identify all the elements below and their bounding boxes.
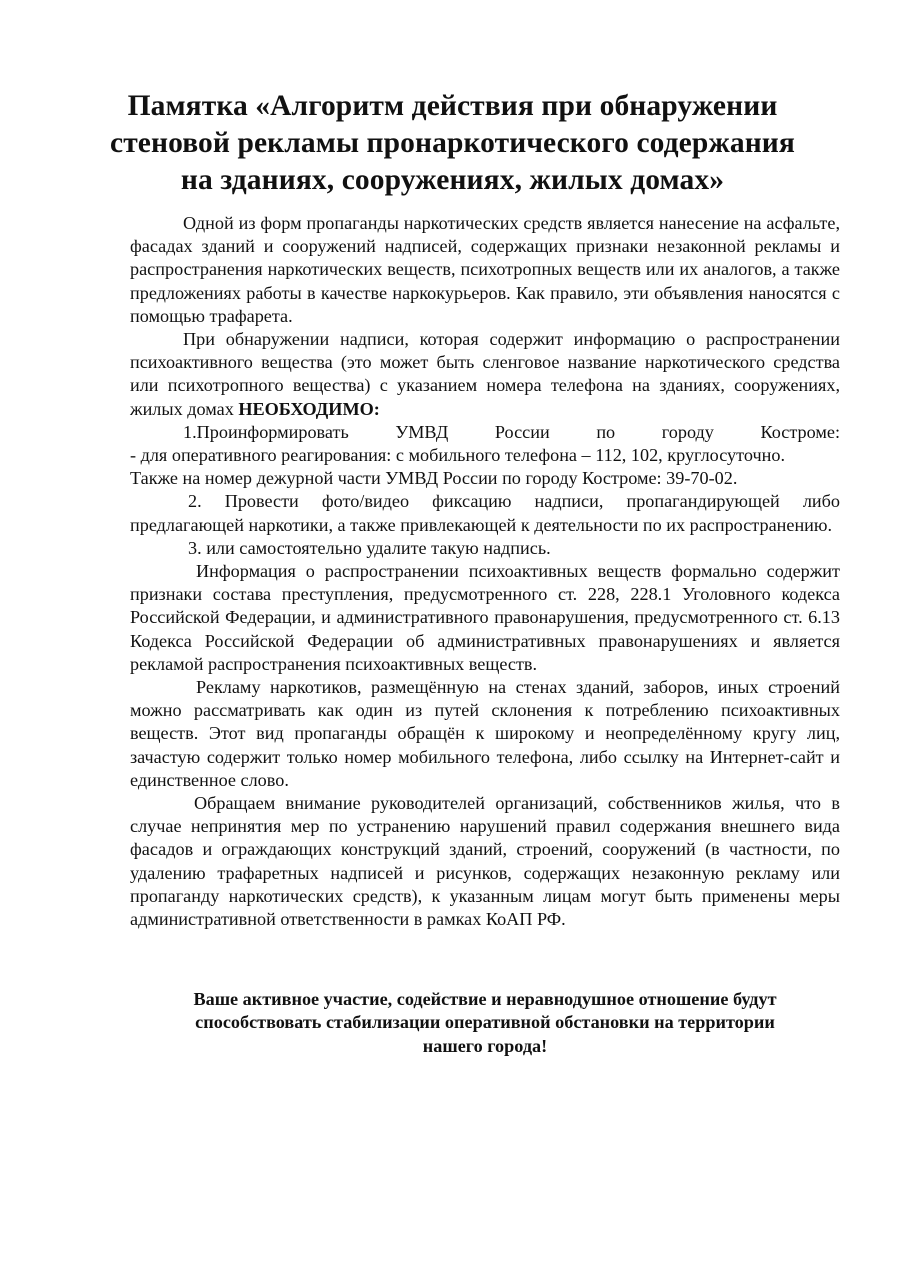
step-1-line-1: 1.Проинформировать УМВД России по городу Костроме:: [183, 421, 840, 442]
closing-line-3: нашего города!: [422, 1035, 548, 1056]
paragraph-administrative-liability: Обращаем внимание руководителей организаций, собственников жилья, что в случае непринятия мер по устранению нарушений правил содержания внешнего вида фасадов и ограждающих конструкций зданий, строений, сооружений (в частности, по удалению трафаретных надписей и рисунков, содержащих незаконную рекламу или пропаганду наркотических средств), к указанным лицам могут быть применены меры административной ответственности в рамках КоАП РФ.: [130, 793, 840, 930]
title-line-1: Памятка «Алгоритм действия при обнаружении: [127, 90, 778, 122]
closing-line-1: Ваше активное участие, содействие и неравнодушное отношение будут: [193, 989, 777, 1009]
paragraph-drug-advertising: Рекламу наркотиков, размещённую на стенах зданий, заборов, иных строений можно рассматривать как один из путей склонения к потреблению психоактивных веществ. Этот вид пропаганды обращён к широкому и неопределённому кругу лиц, зачастую содержит только номер мобильного телефона, либо ссылку на Интернет-сайт и единственное слово.: [130, 677, 840, 790]
paragraph-criminal-code: Информация о распространении психоактивных веществ формально содержит признаки состава преступления, предусмотренного ст. 228, 228.1 Уголовного кодекса Российской Федерации, и административного правонарушения, предусмотренного ст. 6.13 Кодекса Российской Федерации об административных правонарушениях и является рекламой распространения психоактивных веществ.: [130, 561, 840, 674]
step-2: 2. Провести фото/видео фиксацию надписи, пропагандирующей либо предлагающей наркотики, а также привлекающей к деятельности по их распространению.: [130, 491, 840, 535]
step-1-line-2: - для оперативного реагирования: с мобильного телефона – 112, 102, круглосуточно.: [130, 445, 785, 466]
closing-line-2: способствовать стабилизации оперативной обстановки на территории: [195, 1012, 775, 1033]
paragraph-instructions-text: При обнаружении надписи, которая содержит информацию о распространении психоактивного вещества (это может быть сленговое название наркотического средства или психотропного вещества) с указанием номера телефона на зданиях, сооружениях, жилых домах: [130, 329, 840, 419]
paragraph-intro: Одной из форм пропаганды наркотических средств является нанесение на асфальте, фасадах зданий и сооружений надписей, содержащих признаки незаконной рекламы и распространения наркотических веществ, психотропных веществ или их аналогов, а также предложениях работы в качестве наркокурьеров. Как правило, эти объявления наносятся с помощью трафарета.: [130, 213, 840, 326]
title-line-2: стеновой рекламы пронаркотического содержания: [110, 127, 795, 159]
title-line-3: на зданиях, сооружениях, жилых домах»: [180, 164, 725, 196]
step-3: 3. или самостоятельно удалите такую надпись.: [188, 537, 551, 558]
step-1-line-3: Также на номер дежурной части УМВД России по городу Костроме: 39-70-02.: [130, 468, 738, 489]
closing-appeal: [130, 988, 840, 1058]
document-body: [130, 212, 840, 931]
page-title: [100, 88, 805, 199]
paragraph-instructions: [130, 328, 840, 421]
emphasis-necessary: НЕОБХОДИМО:: [238, 398, 380, 419]
